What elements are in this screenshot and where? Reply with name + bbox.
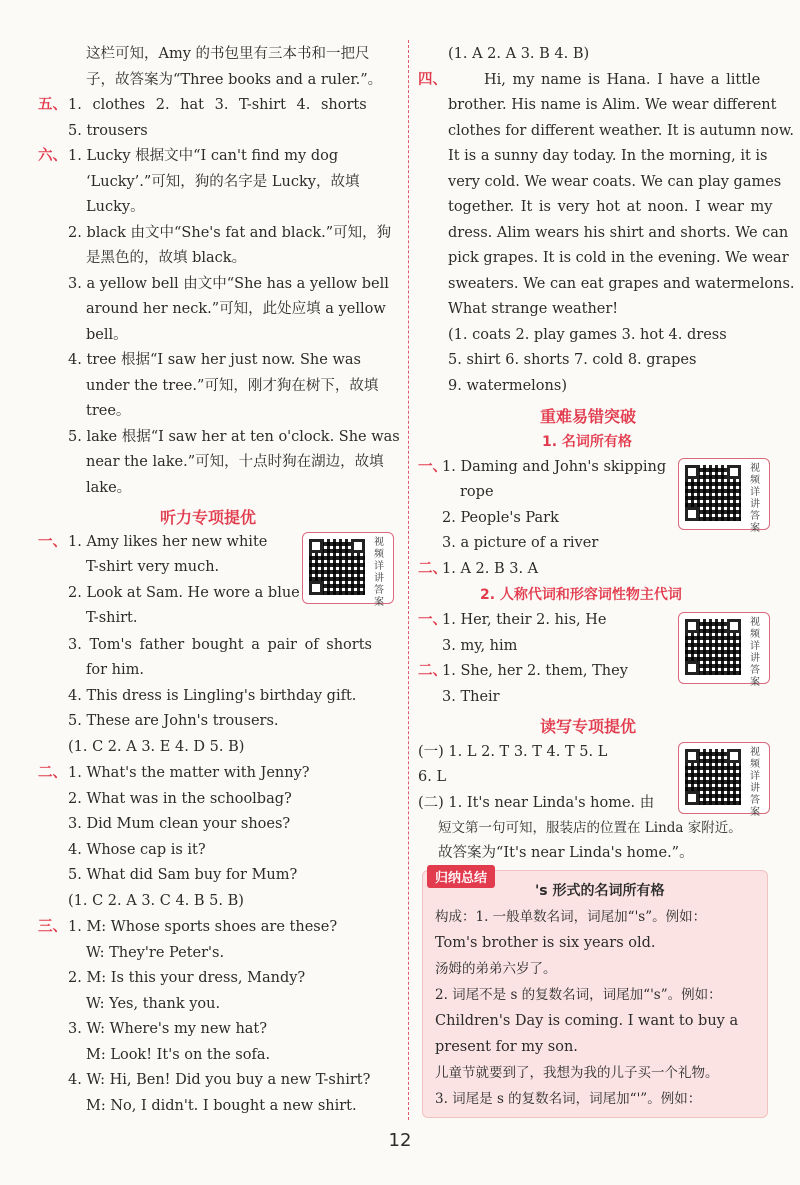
subsection-title-possessive: 1. 名词所有格 [542, 434, 632, 450]
qr-label: 视频详讲答案 [750, 617, 760, 688]
summary-box [422, 870, 768, 1118]
answer-line: 2. People's Park [442, 510, 559, 526]
answer-line: around her neck.”可知，此处应填 a yellow [86, 301, 386, 317]
section-title-listening: 听力专项提优 [160, 508, 257, 527]
column-divider [408, 40, 409, 1120]
answer-line: for him. [86, 662, 144, 678]
dialogue-line: W: Yes, thank you. [86, 996, 221, 1012]
qr-finder [685, 619, 699, 633]
answer-line: 1. What's the matter with Jenny? [68, 765, 310, 781]
qr-code-video[interactable] [302, 532, 394, 608]
answer-line: 5. These are John's trousers. [68, 713, 279, 729]
dialogue-line: M: Look! It's on the sofa. [86, 1047, 271, 1063]
dialogue-line: 4. W: Hi, Ben! Did you buy a new T-shirt? [68, 1072, 371, 1088]
passage-line: pick grapes. It is cold in the evening. We wear [448, 250, 789, 266]
section-mark-1: 一、 [418, 612, 447, 628]
dialogue-line: 2. M: Is this your dress, Mandy? [68, 970, 306, 986]
answer-line: 1. Lucky 根据文中“I can't find my dog [68, 148, 339, 164]
answer-line: 3. Did Mum clean your shoes? [68, 816, 291, 832]
answer-line: lake。 [86, 480, 132, 496]
dialogue-line: 1. M: Whose sports shoes are these? [68, 919, 338, 935]
answer-line: 1. Her, their 2. his, He [442, 612, 607, 628]
section-mark-6: 六、 [38, 148, 67, 164]
answer-key: (1. C 2. A 3. C 4. B 5. B) [68, 893, 244, 909]
answer-line: Lucky。 [86, 199, 145, 215]
answer-line: 1. Amy likes her new white [68, 534, 268, 550]
answer-line: T-shirt very much. [86, 559, 220, 575]
answer-line: 3. a yellow bell 由文中“She has a yellow bell [68, 276, 389, 292]
answer-line: 5. trousers [68, 123, 148, 139]
dialogue-line: W: They're Peter's. [86, 945, 225, 961]
answer-key: (1. coats 2. play games 3. hot 4. dress [448, 327, 727, 343]
answer-line: 6. L [418, 769, 447, 785]
answer-line: ‘Lucky’.”可知，狗的名字是 Lucky，故填 [86, 174, 360, 190]
answer-line: bell。 [86, 327, 128, 343]
qr-code-video[interactable] [678, 458, 770, 534]
qr-finder [727, 749, 741, 763]
answer-line: 1. She, her 2. them, They [442, 663, 628, 679]
summary-line: 3. 词尾是 s 的复数名词，词尾加“'”。例如： [435, 1091, 702, 1107]
answer-line: under the tree.”可知，刚才狗在树下，故填 [86, 378, 379, 394]
text-line: 这栏可知，Amy 的书包里有三本书和一把尺 [86, 46, 370, 62]
summary-line: 构成：1. 一般单数名词，词尾加“'s”。例如： [435, 909, 707, 925]
answer-line: 是黑色的，故填 black。 [86, 250, 247, 266]
qr-finder [685, 791, 699, 805]
passage-line: clothes for different weather. It is autumn now. [448, 123, 795, 139]
section-mark-2: 二、 [418, 663, 447, 679]
answer-line: 故答案为“It's near Linda's home.”。 [438, 845, 694, 861]
answer-line: (二) 1. It's near Linda's home. 由 [418, 795, 655, 811]
qr-finder [727, 619, 741, 633]
answer-key: (1. A 2. A 3. B 4. B) [448, 46, 590, 62]
answer-line: 1. A 2. B 3. A [442, 561, 539, 577]
summary-line: 2. 词尾不是 s 的复数名词，词尾加“'s”。例如： [435, 987, 722, 1003]
section-mark-4: 四、 [418, 72, 447, 88]
section-mark-3: 三、 [38, 919, 67, 935]
answer-key: 5. shirt 6. shorts 7. cold 8. grapes [448, 352, 697, 368]
summary-line: 儿童节就要到了，我想为我的儿子买一个礼物。 [435, 1065, 719, 1081]
qr-finder [309, 581, 323, 595]
answer-line: 4. tree 根据“I saw her just now. She was [68, 352, 361, 368]
answer-line: 5. What did Sam buy for Mum? [68, 867, 298, 883]
section-title-difficult: 重难易错突破 [540, 407, 637, 426]
qr-finder [685, 749, 699, 763]
subsection-title-pronouns: 2. 人称代词和形容词性物主代词 [480, 587, 682, 603]
answer-line: T-shirt. [86, 610, 138, 626]
summary-line: 汤姆的弟弟六岁了。 [435, 961, 557, 977]
passage-line: brother. His name is Alim. We wear different [448, 97, 777, 113]
qr-finder [309, 539, 323, 553]
answer-key: 9. watermelons) [448, 378, 567, 394]
passage-line: dress. Alim wears his shirt and shorts. We can [448, 225, 789, 241]
qr-finder [727, 465, 741, 479]
answer-line: 5. lake 根据“I saw her at ten o'clock. She was [68, 429, 400, 445]
qr-label: 视频详讲答案 [750, 747, 760, 818]
answer-line: 2. Look at Sam. He wore a blue [68, 585, 300, 601]
answer-line: 3. Their [442, 689, 500, 705]
qr-code-video[interactable] [678, 742, 770, 818]
qr-finder [685, 661, 699, 675]
passage-line: together. It is very hot at noon. I wear my [448, 199, 773, 215]
answer-line: 4. Whose cap is it? [68, 842, 206, 858]
passage-line: Hi, my name is Hana. I have a little [484, 72, 761, 88]
dialogue-line: 3. W: Where's my new hat? [68, 1021, 268, 1037]
summary-title: 's 形式的名词所有格 [535, 883, 665, 899]
qr-label: 视频详讲答案 [750, 463, 760, 534]
qr-finder [351, 539, 365, 553]
answer-line: 2. What was in the schoolbag? [68, 791, 292, 807]
qr-finder [685, 465, 699, 479]
section-mark-2: 二、 [418, 561, 447, 577]
answer-line: (一) 1. L 2. T 3. T 4. T 5. L [418, 744, 608, 760]
answer-line: 1. Daming and John's skipping [442, 459, 667, 475]
answer-line: 3. a picture of a river [442, 535, 599, 551]
qr-finder [685, 507, 699, 521]
summary-line: present for my son. [435, 1039, 578, 1055]
answer-line: 3. my, him [442, 638, 518, 654]
answer-line: 1. clothes 2. hat 3. T-shirt 4. shorts [68, 97, 367, 113]
answer-line: 短文第一句可知，服装店的位置在 Linda 家附近。 [438, 820, 742, 836]
dialogue-line: M: No, I didn't. I bought a new shirt. [86, 1098, 357, 1114]
passage-line: What strange weather! [448, 301, 619, 317]
qr-label: 视频详讲答案 [374, 537, 384, 608]
answer-line: 4. This dress is Lingling's birthday gift. [68, 688, 357, 704]
summary-line: Tom's brother is six years old. [435, 935, 656, 951]
section-mark-5: 五、 [38, 97, 67, 113]
text-line: 子，故答案为“Three books and a ruler.”。 [86, 72, 383, 88]
section-mark-2: 二、 [38, 765, 67, 781]
section-title-reading-writing: 读写专项提优 [540, 717, 637, 736]
answer-line: rope [460, 484, 494, 500]
summary-tag: 归纳总结 [427, 865, 495, 888]
answer-line: 3. Tom's father bought a pair of shorts [68, 637, 372, 653]
section-mark-1: 一、 [38, 534, 67, 550]
page-number: 12 [388, 1130, 412, 1151]
answer-line: 2. black 由文中“She's fat and black.”可知，狗 [68, 225, 392, 241]
qr-code-video[interactable] [678, 612, 770, 688]
section-mark-1: 一、 [418, 459, 447, 475]
answer-key: (1. C 2. A 3. E 4. D 5. B) [68, 739, 245, 755]
summary-line: Children's Day is coming. I want to buy a [435, 1013, 739, 1029]
answer-line: near the lake.”可知，十点时狗在湖边，故填 [86, 454, 384, 470]
passage-line: very cold. We wear coats. We can play games [448, 174, 782, 190]
passage-line: sweaters. We can eat grapes and watermelons. [448, 276, 795, 292]
answer-line: tree。 [86, 403, 131, 419]
passage-line: It is a sunny day today. In the morning, it is [448, 148, 768, 164]
